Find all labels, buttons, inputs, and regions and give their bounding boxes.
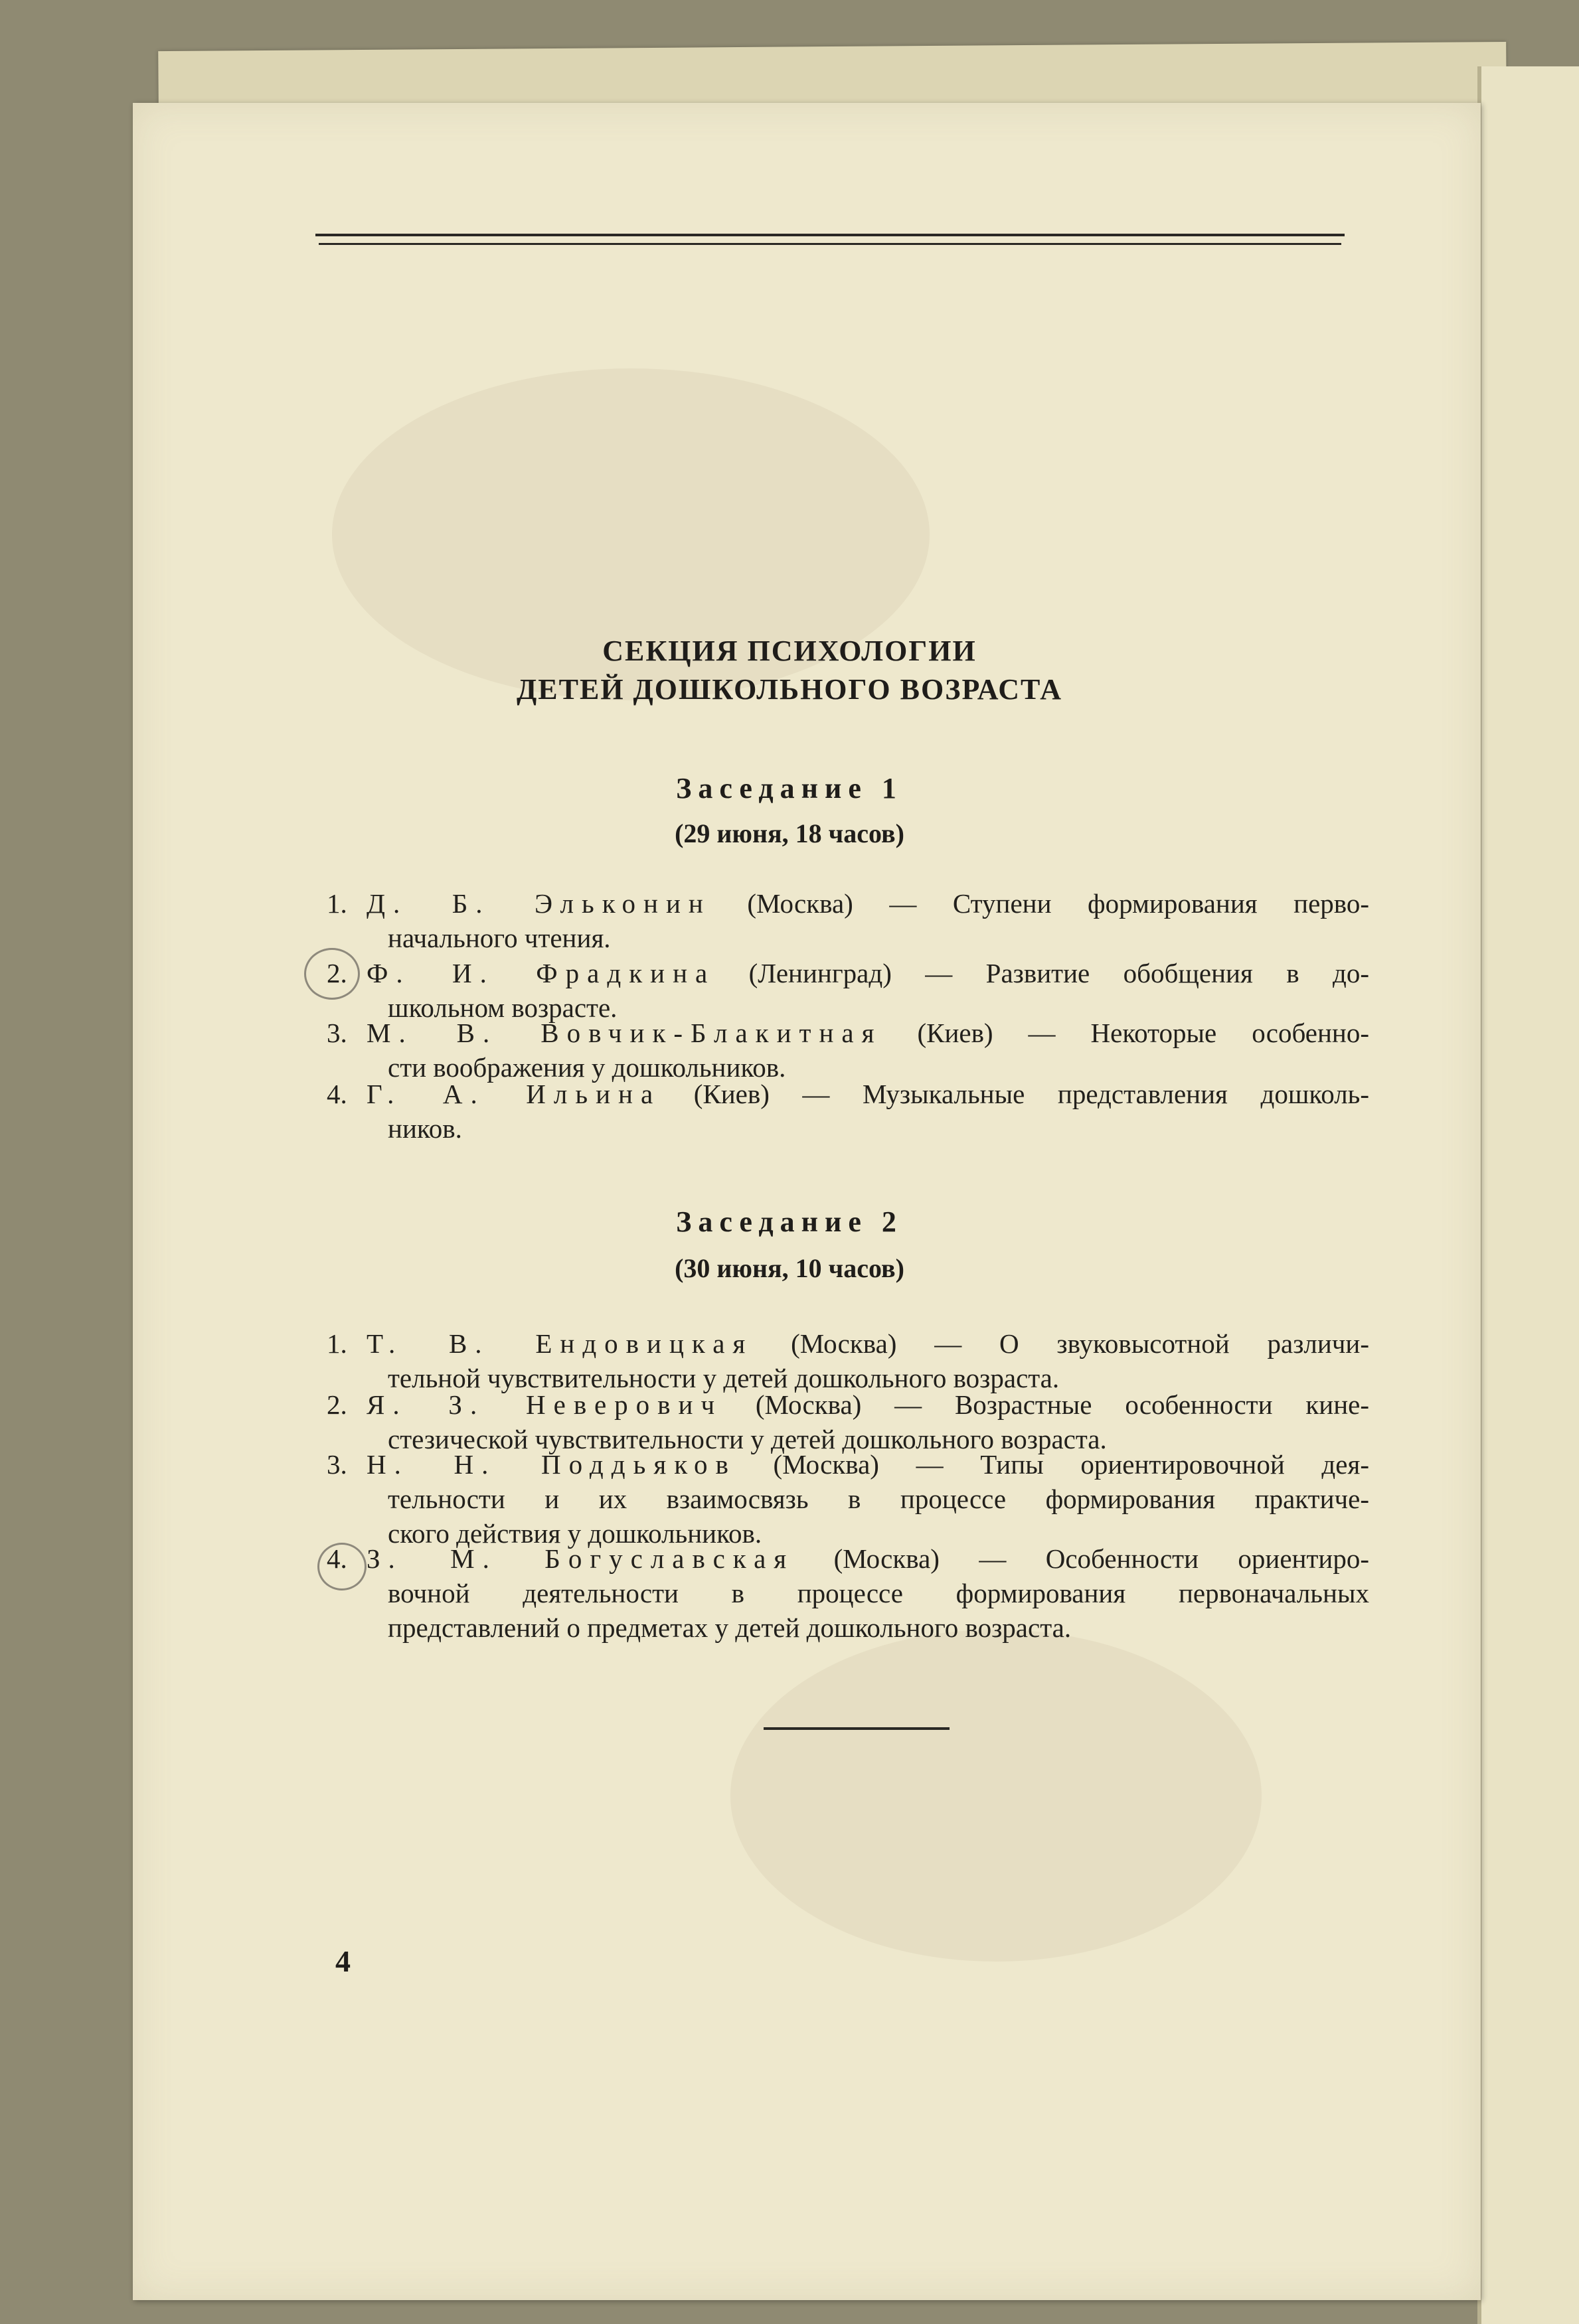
pencil-circle-mark	[304, 948, 360, 1000]
entry-number: 3.	[327, 1018, 347, 1048]
session2-title: Заседание 2	[676, 1205, 903, 1238]
entry-text: (Киев) — Некоторые особенно-	[917, 1018, 1369, 1048]
entry-number: 4.	[327, 1079, 347, 1109]
entry-text-cont: ского действия у дошкольников.	[388, 1518, 762, 1549]
entry-text-cont: стезической чувствительности у детей дошкольного возраста.	[388, 1424, 1107, 1454]
session2-entry-4	[327, 1541, 1369, 1645]
bottom-rule	[764, 1727, 950, 1730]
entry-text: (Ленинград) — Развитие обобщения в до-	[748, 958, 1370, 988]
entry-text: (Москва) — Особенности ориентиро-	[833, 1543, 1369, 1574]
author-name: З. М. Богуславская	[367, 1543, 795, 1574]
facing-page-edge	[1477, 66, 1579, 2324]
author-name: Д. Б. Эльконин	[367, 888, 711, 919]
entry-text: (Москва) — Типы ориентировочной дея-	[773, 1449, 1369, 1480]
entry-text: (Москва) — Ступени формирования перво-	[747, 888, 1370, 919]
top-rule-thin	[319, 243, 1341, 245]
session1-entry-2	[327, 956, 1369, 1025]
entry-number: 1.	[327, 1328, 347, 1359]
entry-text-cont: представлений о предметах у детей дошкольного возраста.	[388, 1612, 1072, 1643]
page-number: 4	[335, 1944, 351, 1978]
author-name: М. В. Вовчик-Блакитная	[367, 1018, 882, 1048]
entry-number: 2.	[327, 1389, 347, 1420]
entry-number: 1.	[327, 888, 347, 919]
pencil-circle-mark	[317, 1543, 367, 1590]
section-heading-line1: СЕКЦИЯ ПСИХОЛОГИИ	[602, 635, 977, 667]
session1-entry-1	[327, 886, 1369, 955]
paper-stain	[730, 1630, 1262, 1962]
session2-entry-2	[327, 1387, 1369, 1456]
entry-text-cont: тельной чувствительности у детей дошкольного возраста.	[388, 1363, 1060, 1393]
section-heading-line2: ДЕТЕЙ ДОШКОЛЬНОГО ВОЗРАСТА	[517, 673, 1062, 706]
entry-text: (Киев) — Музыкальные представления дошколь-	[693, 1079, 1370, 1109]
author-name: Н. Н. Поддьяков	[367, 1449, 736, 1480]
session1-entry-4	[327, 1077, 1369, 1146]
session1-title: Заседание 1	[676, 772, 903, 805]
entry-text-cont: школьном возрасте.	[388, 992, 618, 1023]
entry-number: 4.	[327, 1543, 347, 1574]
entry-text-cont: вочной деятельности в процессе формирования первоначальных	[388, 1578, 1369, 1608]
entry-text-cont: ников.	[388, 1113, 462, 1144]
session1-entry-3	[327, 1016, 1369, 1085]
session2-entry-1	[327, 1326, 1369, 1395]
entry-text: (Москва) — О звуковысотной различи-	[791, 1328, 1370, 1359]
author-name: Т. В. Ендовицкая	[367, 1328, 754, 1359]
author-name: Ф. И. Фрадкина	[367, 958, 716, 988]
author-name: Я. З. Неверович	[367, 1389, 723, 1420]
entry-number: 3.	[327, 1449, 347, 1480]
entry-text-cont: сти воображения у дошкольников.	[388, 1052, 786, 1083]
top-rule	[315, 234, 1345, 236]
session1-time: (29 июня, 18 часов)	[675, 818, 904, 848]
entry-text-cont: тельности и их взаимосвязь в процессе формирования практиче-	[388, 1484, 1369, 1514]
session2-time: (30 июня, 10 часов)	[675, 1253, 904, 1283]
session2-entry-3	[327, 1447, 1369, 1551]
entry-text: (Москва) — Возрастные особенности кине-	[755, 1389, 1369, 1420]
entry-number: 2.	[327, 958, 347, 988]
author-name: Г. А. Ильина	[367, 1079, 661, 1109]
entry-text-cont: начального чтения.	[388, 923, 611, 953]
